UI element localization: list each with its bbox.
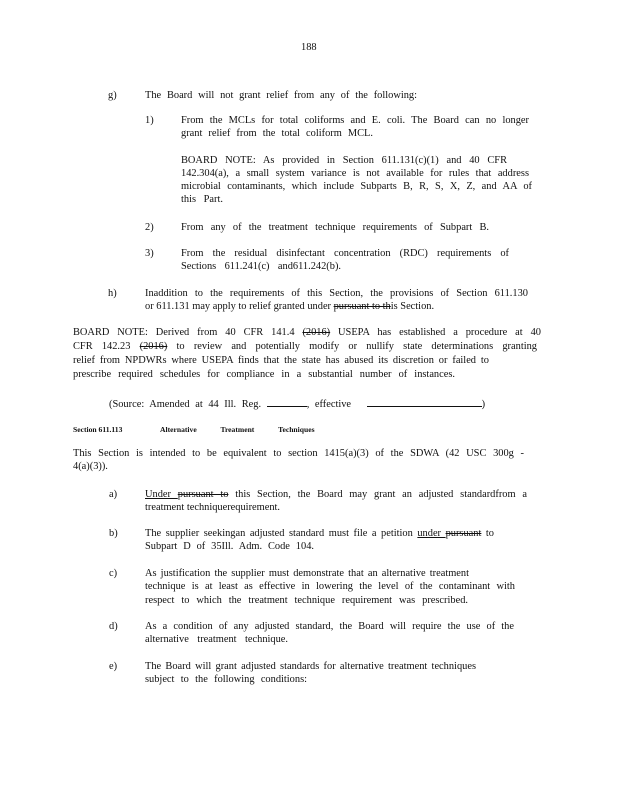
- item-e-marker: e): [109, 661, 118, 672]
- item-a-line: Under pursuant to this Section, the Board may grant an adjusted standardfrom a: [145, 489, 527, 500]
- blank-reg: [267, 396, 307, 407]
- item-d-line: As a condition of any adjusted standard, the Board will require the use of the: [145, 621, 514, 632]
- g-board-note-line: microbial contaminants, which include Subparts B, R, S, X, Z, and AA of: [181, 181, 532, 192]
- item-b-line: The supplier seekingan adjusted standard must file a petition under pursuant to: [145, 528, 495, 539]
- item-g1-line: grant relief from the total coliform MCL.: [181, 128, 373, 139]
- item-g2-marker: 2): [145, 222, 154, 233]
- item-d-marker: d): [109, 621, 118, 632]
- item-b-marker: b): [109, 528, 118, 539]
- item-g3-marker: 3): [145, 248, 154, 259]
- item-h-line: Inaddition to the requirements of this Section, the provisions of Section 611.130: [145, 288, 528, 299]
- item-c-marker: c): [109, 568, 118, 579]
- blank-effective: [367, 396, 482, 407]
- item-c-line: technique is at least as effective in lowering the level of the contaminant with: [145, 581, 515, 592]
- item-h-marker: h): [108, 288, 117, 299]
- item-h-line: or 611.131 may apply to relief granted under pursuant to this Section.: [145, 301, 435, 312]
- item-g3-line: Sections 611.241(c) and611.242(b).: [181, 261, 341, 272]
- item-c-line: As justification the supplier must demonstrate that an alternative treatment: [145, 568, 469, 579]
- item-g-marker: g): [108, 90, 117, 101]
- item-g-text: The Board will not grant relief from any of the following:: [145, 90, 417, 101]
- page-number: 188: [301, 42, 317, 53]
- item-g3-line: From the residual disinfectant concentration (RDC) requirements of: [181, 248, 509, 259]
- item-g1-line: From the MCLs for total coliforms and E. coli. The Board can no longer: [181, 115, 529, 126]
- item-e-line: subject to the following conditions:: [145, 674, 307, 685]
- item-d-line: alternative treatment technique.: [145, 634, 288, 645]
- board-note-line: BOARD NOTE: Derived from 40 CFR 141.4 (2016) USEPA has established a procedure at 40: [73, 327, 541, 338]
- board-note-line: prescribe required schedules for compliance in a substantial number of instances.: [73, 369, 455, 380]
- g-board-note-line: 142.304(a), a small system variance is not available for rules that address: [181, 168, 529, 179]
- item-b-line: Subpart D of 35Ill. Adm. Code 104.: [145, 541, 314, 552]
- item-a-marker: a): [109, 489, 118, 500]
- item-g2-line: From any of the treatment technique requirements of Subpart B.: [181, 222, 489, 233]
- source-line: (Source: Amended at 44 Ill. Reg. , effective ): [109, 396, 485, 411]
- item-e-line: The Board will grant adjusted standards for alternative treatment techniques: [145, 661, 476, 672]
- item-a-line: treatment techniquerequirement.: [145, 502, 281, 513]
- item-g1-marker: 1): [145, 115, 154, 126]
- intro-line: This Section is intended to be equivalent to section 1415(a)(3) of the SDWA (42 USC 300g -: [73, 448, 524, 459]
- intro-line: 4(a)(3)).: [73, 461, 108, 472]
- g-board-note-line: this Part.: [181, 194, 223, 205]
- g-board-note-line: BOARD NOTE: As provided in Section 611.131(c)(1) and 40 CFR: [181, 155, 507, 166]
- section-title: Alternative Treatment Techniques: [160, 425, 315, 434]
- item-c-line: respect to which the treatment technique requirement was prescribed.: [145, 595, 468, 606]
- board-note-line: relief from NPDWRs where USEPA finds that the state has abused its discretion or failed to: [73, 355, 489, 366]
- section-number: Section 611.113: [73, 425, 123, 434]
- board-note-line: CFR 142.23 (2016) to review and potentially modify or nullify state determinations granting: [73, 341, 537, 352]
